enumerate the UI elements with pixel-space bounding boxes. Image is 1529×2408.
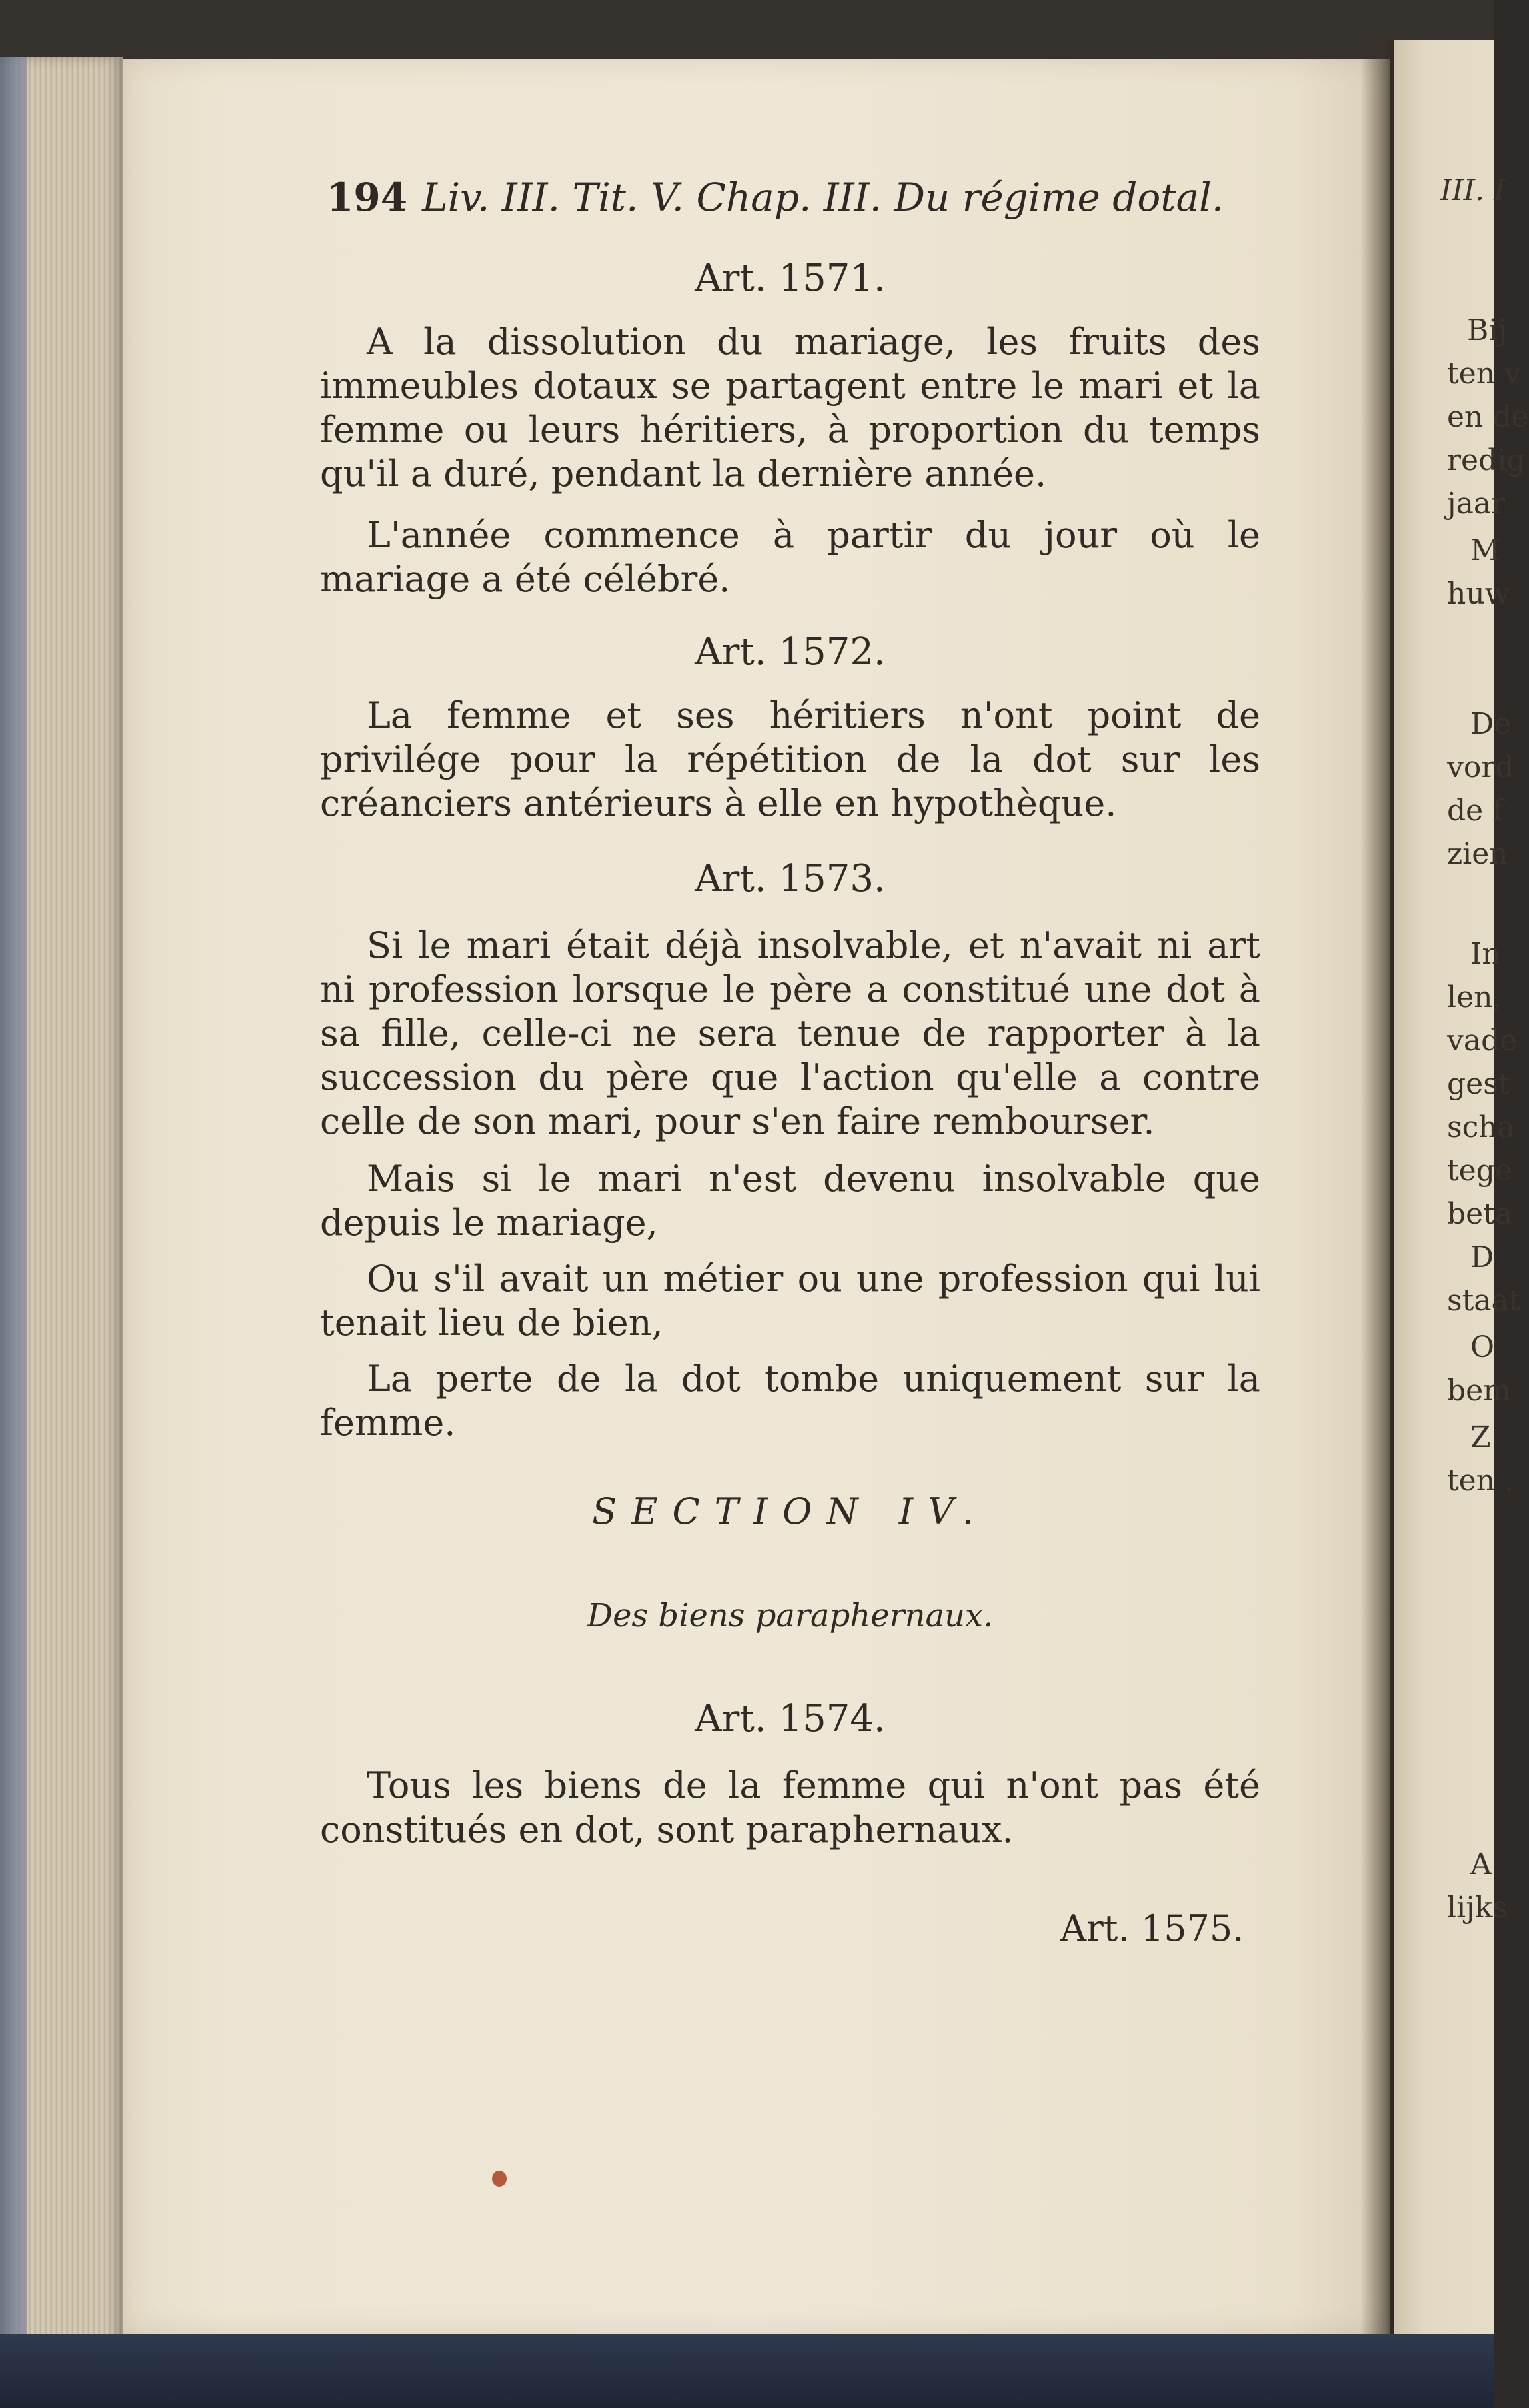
facing-page-fragment: ten . [1447,1464,1514,1498]
facing-page-fragment: beta [1447,1197,1513,1231]
book-cover-edge [0,57,27,2351]
article-1572-paragraph-1: La femme et ses héritiers n'ont point de privilége pour la répétition de la dot sur les créanciers antérieurs à elle en hypothèque. [320,694,1260,824]
article-heading-1574: Art. 1574. [695,1697,886,1740]
facing-page-fragment: D [1470,1240,1494,1274]
catchword: Art. 1575. [1060,1907,1244,1949]
article-1573-paragraph-4: La perte de la dot tombe uniquement sur la femme. [320,1358,1260,1444]
facing-page-fragment: vord [1447,750,1514,784]
facing-page-fragment: Bij [1467,313,1508,347]
facing-page-fragment: bem [1447,1374,1511,1408]
article-1571-paragraph-1: A la dissolution du mariage, les fruits des immeubles dotaux se partagent entre le mari et la femme ou leurs héritiers, à proportion du temps qu'il a duré, pendant la dernière année. [320,321,1260,495]
facing-page-fragment: M [1470,533,1501,567]
article-1574-paragraph: Tous les biens de la femme qui n'ont pas été constitués en dot, sont paraphernaux. [320,1764,1260,1851]
facing-page-fragment: lijks [1447,1891,1508,1925]
article-1573-paragraph-1: Si le mari était déjà insolvable, et n'avait ni art ni profession lorsque le père a constitué une dot à sa fille, celle-ci ne sera tenue de rapporter à la succession du père que l'action qu'elle a contre celle de son mari, pour s'en faire rembourser. [320,924,1260,1142]
facing-page-fragment: III. I [1440,173,1506,207]
facing-page-fragment: staat [1447,1284,1521,1318]
facing-page-fragment: zien [1447,837,1508,871]
facing-page-fragment: A [1470,1847,1492,1881]
facing-page-strip [1394,40,1529,2354]
article-1573-paragraph-2: Mais si le mari n'est devenu insolvable que depuis le mariage, [320,1158,1260,1244]
article-1571-paragraph-2: L'année commence à partir du jour où le mariage a été célébré. [320,514,1260,600]
facing-page-fragment: redig [1447,443,1526,477]
facing-page-fragment: de f [1447,794,1504,828]
facing-page-fragment: scha [1447,1110,1515,1144]
article-heading-1571: Art. 1571. [695,257,886,300]
facing-page-fragment: vade [1447,1024,1518,1058]
facing-page-fragment: De [1470,707,1512,741]
article-heading-1573: Art. 1573. [695,857,886,900]
facing-page-fragment: huw [1447,577,1510,611]
facing-page-fragment: en de [1447,400,1529,434]
running-head-title: Liv. III. Tit. V. Chap. III. Du régime dotal. [422,175,1224,220]
paper-stain [492,2171,507,2187]
facing-page-fragment: ten v [1447,357,1521,391]
facing-page-fragment: len, [1447,980,1502,1014]
running-head [327,175,1224,220]
article-heading-1572: Art. 1572. [695,630,886,674]
facing-page-fragment: tege [1447,1154,1512,1188]
page-number: 194 [327,175,408,220]
section-title: SECTION IV. [592,1490,988,1532]
facing-page-fragment: In [1470,937,1501,971]
facing-page-fragment: gest [1447,1067,1510,1101]
article-1573-paragraph-3: Ou s'il avait un métier ou une profession qui lui tenait lieu de bien, [320,1258,1260,1344]
facing-page-fragment: Z [1470,1420,1491,1454]
facing-page-fragment: O [1470,1330,1495,1364]
facing-page-fragment: jaar [1447,487,1506,521]
scan-bottom-band [0,2334,1494,2408]
section-subtitle: Des biens paraphernaux. [587,1597,994,1634]
